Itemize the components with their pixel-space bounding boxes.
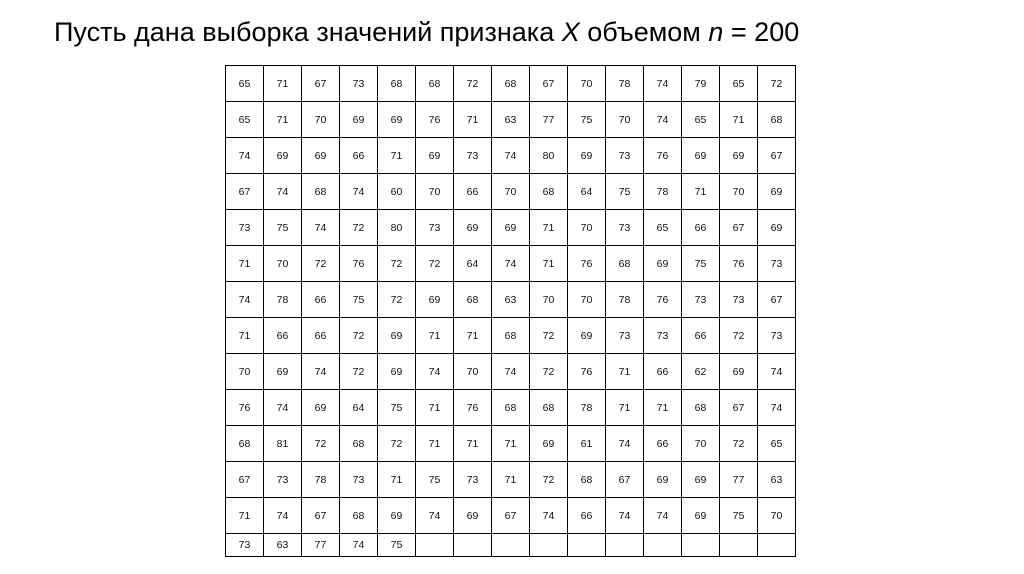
table-cell: 68 xyxy=(492,390,530,426)
sample-table-body xyxy=(226,66,796,557)
table-cell: 69 xyxy=(416,282,454,318)
table-cell xyxy=(758,534,796,557)
table-cell: 74 xyxy=(758,354,796,390)
table-cell: 67 xyxy=(492,498,530,534)
table-cell: 72 xyxy=(378,426,416,462)
table-cell: 68 xyxy=(454,282,492,318)
table-row xyxy=(226,102,796,138)
table-cell: 69 xyxy=(378,498,416,534)
table-cell xyxy=(644,534,682,557)
table-cell: 69 xyxy=(568,318,606,354)
table-cell: 71 xyxy=(264,102,302,138)
table-cell: 74 xyxy=(492,138,530,174)
table-cell: 68 xyxy=(530,390,568,426)
sample-table-container xyxy=(225,65,796,557)
table-cell: 73 xyxy=(226,534,264,557)
table-cell: 66 xyxy=(340,138,378,174)
table-cell: 74 xyxy=(264,498,302,534)
table-cell: 72 xyxy=(302,246,340,282)
table-cell: 72 xyxy=(416,246,454,282)
table-cell: 69 xyxy=(644,462,682,498)
table-cell: 75 xyxy=(568,102,606,138)
table-cell: 68 xyxy=(530,174,568,210)
table-cell: 71 xyxy=(606,390,644,426)
table-cell: 71 xyxy=(378,462,416,498)
table-cell: 69 xyxy=(378,318,416,354)
table-row xyxy=(226,174,796,210)
title-variable-n: n xyxy=(708,17,724,47)
table-row xyxy=(226,426,796,462)
table-cell: 74 xyxy=(606,426,644,462)
table-row xyxy=(226,246,796,282)
table-cell: 71 xyxy=(454,426,492,462)
table-cell: 69 xyxy=(454,498,492,534)
table-cell: 68 xyxy=(568,462,606,498)
table-cell: 80 xyxy=(530,138,568,174)
table-cell: 72 xyxy=(340,318,378,354)
table-cell: 67 xyxy=(302,498,340,534)
table-cell: 73 xyxy=(226,210,264,246)
table-cell: 67 xyxy=(720,210,758,246)
table-cell: 73 xyxy=(416,210,454,246)
table-cell: 67 xyxy=(226,462,264,498)
table-cell: 64 xyxy=(568,174,606,210)
table-cell: 69 xyxy=(720,354,758,390)
table-cell xyxy=(682,534,720,557)
table-cell: 76 xyxy=(454,390,492,426)
table-cell xyxy=(568,534,606,557)
table-cell: 62 xyxy=(682,354,720,390)
table-cell: 77 xyxy=(302,534,340,557)
table-cell: 66 xyxy=(568,498,606,534)
table-cell: 70 xyxy=(226,354,264,390)
table-cell: 74 xyxy=(530,498,568,534)
table-cell: 68 xyxy=(340,426,378,462)
table-cell: 75 xyxy=(340,282,378,318)
table-cell: 78 xyxy=(606,66,644,102)
table-row xyxy=(226,354,796,390)
table-cell: 65 xyxy=(682,102,720,138)
table-cell: 69 xyxy=(340,102,378,138)
table-cell: 68 xyxy=(416,66,454,102)
table-cell: 76 xyxy=(226,390,264,426)
table-cell: 74 xyxy=(492,354,530,390)
table-row xyxy=(226,462,796,498)
table-cell: 71 xyxy=(492,426,530,462)
table-cell: 76 xyxy=(644,138,682,174)
table-cell: 77 xyxy=(530,102,568,138)
table-cell: 73 xyxy=(758,318,796,354)
table-cell: 80 xyxy=(378,210,416,246)
table-cell: 74 xyxy=(302,354,340,390)
table-cell: 73 xyxy=(606,318,644,354)
table-cell: 73 xyxy=(454,138,492,174)
table-cell: 66 xyxy=(682,210,720,246)
table-cell: 74 xyxy=(226,138,264,174)
table-cell: 70 xyxy=(302,102,340,138)
table-cell: 69 xyxy=(264,354,302,390)
table-cell: 74 xyxy=(264,390,302,426)
table-cell: 73 xyxy=(758,246,796,282)
table-cell xyxy=(454,534,492,557)
table-cell: 63 xyxy=(492,102,530,138)
table-cell: 60 xyxy=(378,174,416,210)
table-cell: 70 xyxy=(568,210,606,246)
table-cell: 78 xyxy=(264,282,302,318)
slide-title xyxy=(54,14,799,50)
table-cell: 72 xyxy=(720,318,758,354)
table-cell: 71 xyxy=(454,318,492,354)
table-cell: 72 xyxy=(378,246,416,282)
table-cell: 66 xyxy=(644,354,682,390)
table-cell: 75 xyxy=(720,498,758,534)
table-cell: 66 xyxy=(264,318,302,354)
table-cell: 74 xyxy=(264,174,302,210)
table-cell: 71 xyxy=(226,318,264,354)
table-cell: 69 xyxy=(416,138,454,174)
table-cell: 74 xyxy=(340,534,378,557)
table-row xyxy=(226,390,796,426)
table-cell: 73 xyxy=(720,282,758,318)
table-row xyxy=(226,210,796,246)
table-cell: 76 xyxy=(568,246,606,282)
table-cell: 72 xyxy=(720,426,758,462)
table-cell: 68 xyxy=(226,426,264,462)
table-cell: 71 xyxy=(264,66,302,102)
table-cell: 75 xyxy=(416,462,454,498)
table-cell: 79 xyxy=(682,66,720,102)
table-cell: 69 xyxy=(758,174,796,210)
table-cell: 71 xyxy=(530,210,568,246)
table-cell: 74 xyxy=(416,498,454,534)
table-row xyxy=(226,534,796,557)
title-suffix: = 200 xyxy=(723,17,800,47)
table-cell: 69 xyxy=(682,138,720,174)
table-cell: 75 xyxy=(264,210,302,246)
table-cell: 69 xyxy=(568,138,606,174)
table-cell: 63 xyxy=(492,282,530,318)
table-cell: 69 xyxy=(492,210,530,246)
table-cell: 74 xyxy=(758,390,796,426)
table-cell: 67 xyxy=(758,138,796,174)
table-cell: 65 xyxy=(226,102,264,138)
table-cell: 78 xyxy=(302,462,340,498)
table-row xyxy=(226,282,796,318)
table-cell: 65 xyxy=(758,426,796,462)
table-cell: 78 xyxy=(606,282,644,318)
table-cell: 68 xyxy=(302,174,340,210)
title-prefix: Пусть дана выборка значений признака xyxy=(54,17,562,47)
table-cell: 74 xyxy=(644,102,682,138)
table-cell: 68 xyxy=(378,66,416,102)
table-cell: 72 xyxy=(340,210,378,246)
table-cell: 66 xyxy=(682,318,720,354)
table-cell: 71 xyxy=(416,390,454,426)
table-cell: 72 xyxy=(340,354,378,390)
table-cell: 71 xyxy=(720,102,758,138)
table-cell: 70 xyxy=(720,174,758,210)
table-cell xyxy=(416,534,454,557)
table-cell: 74 xyxy=(606,498,644,534)
table-cell: 70 xyxy=(416,174,454,210)
table-cell: 71 xyxy=(530,246,568,282)
table-cell: 70 xyxy=(530,282,568,318)
table-cell: 73 xyxy=(340,462,378,498)
table-cell: 71 xyxy=(226,498,264,534)
table-cell: 64 xyxy=(340,390,378,426)
table-cell: 73 xyxy=(644,318,682,354)
table-cell: 70 xyxy=(606,102,644,138)
table-cell: 74 xyxy=(340,174,378,210)
table-cell: 72 xyxy=(758,66,796,102)
table-cell: 66 xyxy=(644,426,682,462)
table-cell: 74 xyxy=(226,282,264,318)
table-cell: 69 xyxy=(530,426,568,462)
table-cell: 72 xyxy=(530,318,568,354)
table-cell: 76 xyxy=(568,354,606,390)
table-cell: 71 xyxy=(226,246,264,282)
table-cell: 68 xyxy=(340,498,378,534)
table-cell: 78 xyxy=(644,174,682,210)
table-cell: 67 xyxy=(530,66,568,102)
table-cell: 69 xyxy=(682,498,720,534)
table-cell: 69 xyxy=(758,210,796,246)
table-cell: 70 xyxy=(492,174,530,210)
table-cell: 66 xyxy=(302,282,340,318)
table-cell: 71 xyxy=(454,102,492,138)
table-cell: 65 xyxy=(226,66,264,102)
table-cell: 73 xyxy=(682,282,720,318)
table-cell: 75 xyxy=(606,174,644,210)
table-cell: 71 xyxy=(682,174,720,210)
table-row xyxy=(226,318,796,354)
table-cell: 65 xyxy=(720,66,758,102)
table-cell: 69 xyxy=(378,102,416,138)
table-cell: 68 xyxy=(492,66,530,102)
table-cell: 73 xyxy=(264,462,302,498)
title-variable-x: X xyxy=(561,17,580,47)
table-cell: 69 xyxy=(644,246,682,282)
table-cell xyxy=(530,534,568,557)
table-cell: 70 xyxy=(454,354,492,390)
table-cell: 70 xyxy=(758,498,796,534)
table-cell: 71 xyxy=(416,318,454,354)
table-cell xyxy=(606,534,644,557)
table-cell: 72 xyxy=(530,462,568,498)
table-cell: 74 xyxy=(416,354,454,390)
table-cell: 73 xyxy=(340,66,378,102)
table-cell: 69 xyxy=(682,462,720,498)
table-cell: 69 xyxy=(302,390,340,426)
table-cell: 70 xyxy=(682,426,720,462)
table-cell: 67 xyxy=(302,66,340,102)
table-cell: 69 xyxy=(264,138,302,174)
sample-values-table xyxy=(225,65,796,557)
table-cell: 71 xyxy=(416,426,454,462)
table-cell xyxy=(720,534,758,557)
table-cell: 69 xyxy=(454,210,492,246)
table-cell: 72 xyxy=(530,354,568,390)
table-cell: 70 xyxy=(568,282,606,318)
table-cell: 72 xyxy=(378,282,416,318)
table-cell: 73 xyxy=(606,138,644,174)
table-cell: 74 xyxy=(644,498,682,534)
table-cell: 74 xyxy=(302,210,340,246)
table-cell: 74 xyxy=(644,66,682,102)
table-cell: 70 xyxy=(568,66,606,102)
table-cell: 75 xyxy=(378,390,416,426)
table-cell: 71 xyxy=(492,462,530,498)
table-cell: 81 xyxy=(264,426,302,462)
table-cell: 70 xyxy=(264,246,302,282)
table-cell: 67 xyxy=(758,282,796,318)
table-cell: 77 xyxy=(720,462,758,498)
table-cell: 71 xyxy=(606,354,644,390)
table-cell: 71 xyxy=(378,138,416,174)
table-cell: 74 xyxy=(492,246,530,282)
table-cell: 68 xyxy=(606,246,644,282)
table-cell: 72 xyxy=(302,426,340,462)
table-cell: 72 xyxy=(454,66,492,102)
table-row xyxy=(226,66,796,102)
table-cell: 69 xyxy=(378,354,416,390)
table-cell: 63 xyxy=(264,534,302,557)
table-cell: 64 xyxy=(454,246,492,282)
table-cell: 73 xyxy=(606,210,644,246)
table-cell: 76 xyxy=(644,282,682,318)
table-cell: 67 xyxy=(720,390,758,426)
table-cell: 65 xyxy=(644,210,682,246)
table-cell: 71 xyxy=(644,390,682,426)
table-cell: 69 xyxy=(720,138,758,174)
table-cell: 66 xyxy=(302,318,340,354)
table-row xyxy=(226,498,796,534)
table-cell xyxy=(492,534,530,557)
table-cell: 76 xyxy=(720,246,758,282)
table-cell: 78 xyxy=(568,390,606,426)
table-cell: 68 xyxy=(758,102,796,138)
table-row xyxy=(226,138,796,174)
table-cell: 68 xyxy=(682,390,720,426)
table-cell: 75 xyxy=(682,246,720,282)
table-cell: 63 xyxy=(758,462,796,498)
table-cell: 69 xyxy=(302,138,340,174)
table-cell: 76 xyxy=(416,102,454,138)
table-cell: 66 xyxy=(454,174,492,210)
table-cell: 75 xyxy=(378,534,416,557)
table-cell: 67 xyxy=(606,462,644,498)
title-middle: объемом xyxy=(579,17,709,47)
table-cell: 61 xyxy=(568,426,606,462)
table-cell: 73 xyxy=(454,462,492,498)
table-cell: 68 xyxy=(492,318,530,354)
table-cell: 76 xyxy=(340,246,378,282)
table-cell: 67 xyxy=(226,174,264,210)
